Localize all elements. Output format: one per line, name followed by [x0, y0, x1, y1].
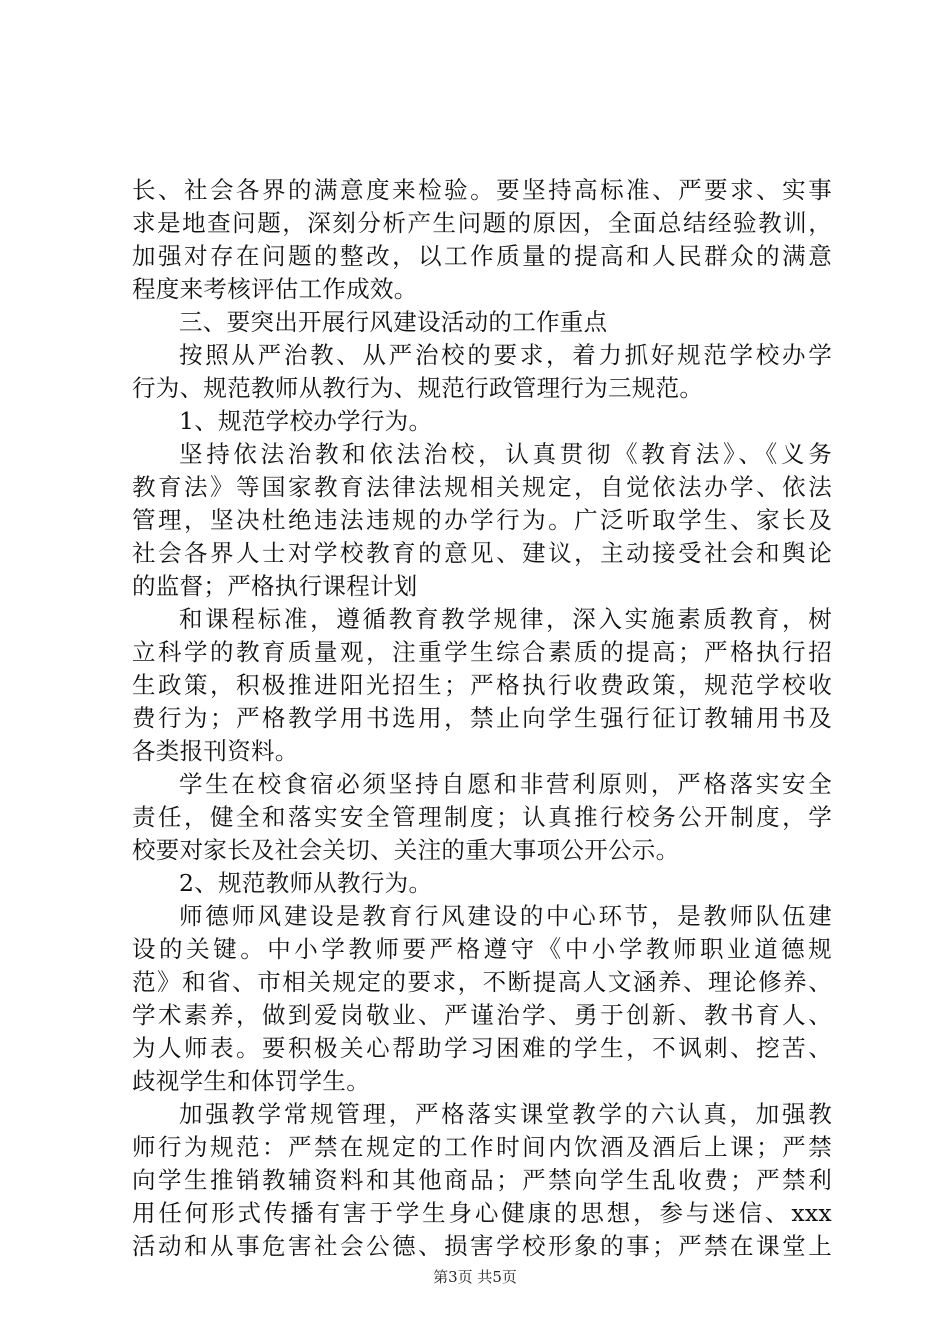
page-number-footer: 第3页 共5页	[433, 1268, 517, 1286]
text-line: 设的关键。中小学教师要严格遵守《中小学教师职业道德规	[132, 935, 832, 963]
text-line: 生政策，积极推进阳光招生；严格执行收费政策，规范学校收	[132, 671, 832, 699]
text-line: 1、规范学校办学行为。	[179, 407, 433, 435]
text-line: 各类报刊资料。	[132, 737, 299, 765]
text-line: 长、社会各界的满意度来检验。要坚持高标准、严要求、实事	[132, 176, 832, 204]
text-line: 教育法》等国家教育法律法规相关规定，自觉依法办学、依法	[132, 473, 832, 501]
text-line: 费行为；严格教学用书选用，禁止向学生强行征订教辅用书及	[132, 704, 832, 732]
text-line: 按照从严治教、从严治校的要求，着力抓好规范学校办学	[179, 341, 832, 369]
text-line: 求是地查问题，深刻分析产生问题的原因，全面总结经验教训，	[132, 209, 832, 237]
text-line: 和课程标准，遵循教育教学规律，深入实施素质教育，树	[179, 605, 832, 633]
text-line: 坚持依法治教和依法治校，认真贯彻《教育法》、《义务	[179, 440, 832, 468]
text-line: 的监督；严格执行课程计划	[132, 572, 418, 600]
text-line: 责任，健全和落实安全管理制度；认真推行校务公开制度，学	[132, 803, 832, 831]
document-body	[132, 174, 832, 1263]
text-line: 校要对家长及社会关切、关注的重大事项公开公示。	[132, 836, 680, 864]
text-line: 程度来考核评估工作成效。	[132, 275, 418, 303]
text-line: 立科学的教育质量观，注重学生综合素质的提高；严格执行招	[132, 638, 832, 666]
text-line: 师德师风建设是教育行风建设的中心环节，是教师队伍建	[179, 902, 832, 930]
text-line: 用任何形式传播有害于学生身心健康的思想，参与迷信、xxx	[132, 1199, 832, 1227]
text-line: 师行为规范：严禁在规定的工作时间内饮酒及酒后上课；严禁	[132, 1133, 832, 1161]
text-line: 学术素养，做到爱岗敬业、严谨治学、勇于创新、教书育人、	[132, 1001, 832, 1029]
text-line: 2、规范教师从教行为。	[179, 869, 433, 897]
text-line: 向学生推销教辅资料和其他商品；严禁向学生乱收费；严禁利	[132, 1166, 832, 1194]
text-line: 学生在校食宿必须坚持自愿和非营利原则，严格落实安全	[179, 770, 832, 798]
text-line: 三、要突出开展行风建设活动的工作重点	[179, 308, 608, 336]
text-line: 加强对存在问题的整改，以工作质量的提高和人民群众的满意	[132, 242, 832, 270]
text-line: 加强教学常规管理，严格落实课堂教学的六认真，加强教	[179, 1100, 832, 1128]
text-line: 管理，坚决杜绝违法违规的办学行为。广泛听取学生、家长及	[132, 506, 832, 534]
text-line: 社会各界人士对学校教育的意见、建议，主动接受社会和舆论	[132, 539, 832, 567]
text-line: 活动和从事危害社会公德、损害学校形象的事；严禁在课堂上	[132, 1232, 832, 1260]
text-line: 行为、规范教师从教行为、规范行政管理行为三规范。	[132, 374, 704, 402]
text-line: 为人师表。要积极关心帮助学习困难的学生，不讽刺、挖苦、	[132, 1034, 832, 1062]
text-line: 歧视学生和体罚学生。	[132, 1067, 370, 1095]
text-line: 范》和省、市相关规定的要求，不断提高人文涵养、理论修养、	[132, 968, 832, 996]
